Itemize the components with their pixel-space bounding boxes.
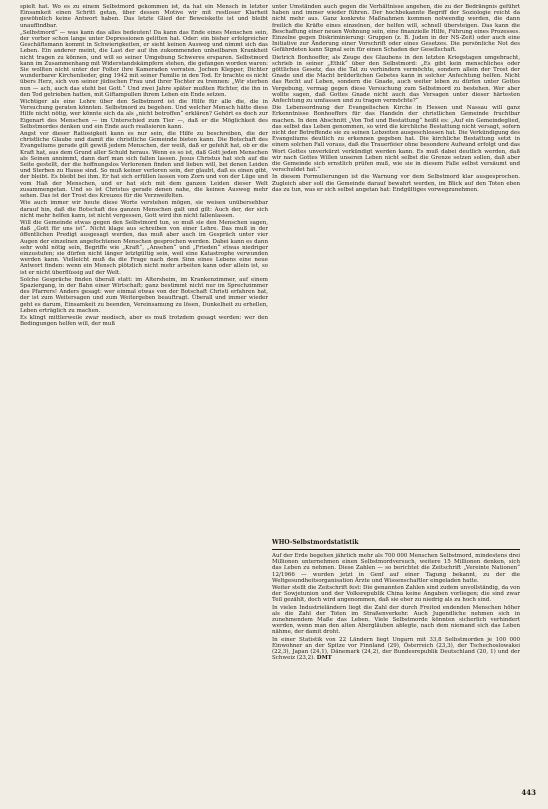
- paragraph: spielt hat. Wo es zu einem Selbstmord gekommen ist, da hat ein Mensch in letzter Einsamkeit einen Schritt getan, über dessen Motive wir mit restloser Klarheit gewöhnlich keine Antwort haben. Das letzte Glied der Beweiskette ist und bleibt unauffindbar.: [20, 4, 268, 29]
- section-divider: [272, 549, 520, 550]
- section-title: WHO-Selbstmordstatistik: [272, 539, 359, 546]
- right-column: [272, 4, 520, 193]
- paragraph: „Selbstmord“ — was kann das alles bedeuten! Da kann das Ende eines Menschen sein, der vorher schon lange unter Depressionen gelitten hat. Oder: ein bisher erfolgreicher Geschäftsmann kommt in Schwierigkeiten, er sieht keinen Ausweg und nimmt sich das Leben. Ein anderer meint, die Last der auf ihn zukommenden unheilbaren Krankheit nicht tragen zu können, und will so seiner Umgebung Schweres ersparen. Selbstmord kann im Zusammenhang mit Widerstandskämpfern stehen, die gefangen worden waren: Sie wollten nicht unter der Folter ihre Kameraden verraten. Jochen Klepper, Dichter wunderbarer Kirchenlieder, ging 1942 mit seiner Familie in den Tod. Er brachte es nicht übers Herz, sich von seiner jüdischen Frau und ihrer Tochter zu trennen: „Wir sterben nun — ach, auch das steht bei Gott.“ Und zwei Jahre später mußten Richter, die ihn in den Tod getrieben hatten, mit Giftampullen ihrem Leben ein Ende setzen.: [20, 29, 268, 98]
- paragraph: Angst vor dieser Ratlosigkeit kann es nur sein, die Hilfe zu beschreiben, die der christliche Glaube und damit die christliche Gemeinde bieten kann. Die Botschaft des Evangeliums gerade gilt gewiß jedem Menschen, der weiß, daß er gefehlt hat, ob er die Kraft hat, aus dem Grund aller Schuld heraus. Wenn es so ist, daß Gott jeden Menschen als Seinen annimmt, dann darf man sich fallen lassen. Jesus Christus hat sich auf die Seite gestellt, der die hoffnungslos Verlorenen finden und lieben will, bei denen Leiden und Sterben zu Hause sind. So muß keiner verloren sein, der glaubt, daß es einen gibt, der bleibt. Es bleibt bei ihm. Er hat sich erfüllen lassen vom Zorn und von der Lüge und vom Haß der Menschen, und er hat sich mit dem ganzen Leiden dieser Welt zusammengetan. Und so ist Christus gerade denen nahe, die keinen Ausweg mehr sehen. Das ist der Trost des Kreuzes für die Verzweifelten.: [20, 131, 268, 200]
- paragraph: Die Lebensordnung der Evangelischen Kirche in Hessen und Nassau will ganz Erkenntnisse Bonhoeffers für das Handeln der christlichen Gemeinde fruchtbar machen. In dem Abschnitt „Von Tod und Bestattung“ heißt es: „Auf ein Gemeindeglied, das selbst das Leben genommen, so wird die kirchliche Bestattung nicht versagt, sofern nicht der Betreffende sie zu seinen Lebzeiten ausgeschlossen hat. Die Verkündigung des Evangeliums deutlich zu erkennen gegeben hat. Die kirchliche Bestattung setzt in einem solchen Fall voraus, daß die Trauerfeier ohne besondere Aufwand erfolgt und das Wort Gottes unverkürzt verkündigt werden kann. Es muß dabei deutlich werden, daß wir nach Gottes Willen unseren Leben nicht selbst die Grenze setzen sollen, daß aber die Gemeinde sich ernstlich prüfen muß, wie sie in diesem Falle selbst versäumt und verschuldet hat.“: [272, 105, 520, 174]
- paragraph: Wie auch immer wir heute diese Worte verstehen mögen, sie weisen unübersehbar darauf hin, daß die Botschaft des ganzen Menschen galt und gilt: Auch der, der sich nicht mehr helfen kann, ist nicht vergessen, Gott wird ihn nicht fallenlassen.: [20, 200, 268, 219]
- paragraph: In vielen Industrieländern liegt die Zahl der durch Freitod endenden Menschen höher als die Zahl der Toten im Straßenverkehr. Auch Jugendliche nehmen sich in zunehmendem Maße das Leben. Viele Selbstmorde könnten sicherlich verhindert werden, wenn man den alten Abergläuben ablegte, nach dem niemand sich das Leben nähme, der damit droht.: [272, 604, 520, 636]
- paragraph: Auf der Erde begehen jährlich mehr als 700 000 Menschen Selbstmord, mindestens drei Millionen unternehmen einen Selbstmordversuch, weitere 15 Millionen denken, sich das Leben zu nehmen. Diese Zahlen — so berichtet die Zeitschrift „Vereinte Nationen“ 12/1966 — wurden jetzt in Genf auf einer Tagung bekannt, zu der die Weltgesundheitsorganisation Ärzte und Wissenschaftler eingeladen hatte.: [272, 553, 520, 584]
- paragraph: Solche Gespräche finden überall statt: im Altersheim, im Krankenzimmer, auf einem Spaziergang, in der Bahn einer Wirtschaft; ganz bestimmt nicht nur im Sprechzimmer des Pfarrers! Anders gesagt: wer einmal etwas von der Botschaft Christi erfahren hat, der ist zum Weitersagen und zum Weitergeben beauftragt. Überall und immer wieder geht es darum, Einsamkeit zu beenden, Vereinsamung zu lösen, Dunkelheit zu erhellen, Leben erträglich zu machen.: [20, 276, 268, 314]
- paragraph: In diesem Formulierungen ist die Warnung vor dem Selbstmord klar ausgesprochen. Zugleich aber soll die Gemeinde darauf bewahrt werden, im Blick auf den Toten eben das zu tun, was er sich selbst angetan hat: Endgültiges vorwegzunehmen.: [272, 174, 520, 193]
- signature: DMT: [316, 655, 332, 662]
- paragraph: [272, 637, 520, 662]
- paragraph: Es klingt mittlerweile zwar modisch, aber es muß trotzdem gesagt werden: wer den Bedingungen helfen will, der muß: [20, 314, 268, 328]
- paragraph: unter Umständen auch gegen die Verhältnisse angehen, die zu der Bedrängnis geführt haben und immer wieder führen. Der hochbekannte Begriff der Soziologie reicht da nicht mehr aus. Ganz konkrete Maßnahmen kommen notwendig werden, die dann freilich die Kräfte eines einzelnen, der helfen will, schnell übersteigen. Das kann die Beschaffung einer neuen Wohnung sein, eine finanzielle Hilfe, Führung eines Prozesses. Einzelne gegen Diskriminierung: Gruppen (z. B. Juden in der NS-Zeit) oder auch eine Initiative zur Änderung einer Vorschrift oder eines Gesetzes. Die persönliche Not des Gefährdeten kann Signal sein für einen Schaden der Gesellschaft.: [272, 4, 520, 54]
- left-column: [20, 4, 268, 327]
- page-number: 443: [521, 788, 536, 797]
- paragraph: Wichtiger als eine Lehre über den Selbstmord ist die Hilfe für alle die, die in Versuchung geraten könnten. Selbstmord zu begehen. Und welcher Mensch hätte diese Hilfe nicht nötig, wer könnte sich da als „nicht betroffen“ erklären? Gehört es doch zur Eigenart des Menschen — im Unterschied zum Tier —, daß er die Möglichkeit des Selbstmordes denken und ein Ende auch realisieren kann.: [20, 99, 268, 130]
- paragraph: Will die Gemeinde etwas gegen den Selbstmord tun, so muß sie den Menschen sagen, daß „Gott für uns ist“. Nicht klage aus schreiben von einer Lehre. Das muß in der öffentlichen Predigt ausgesagt werden, das muß aber auch im Gespräch unter vier Augen der einzelnen angefochtenen Menschen gesprochen werden. Dabei kann es dann sehr wohl nötig sein, Begriffe wie „Kraft“, „Ansehen“ und „Frieden“ etwas niedriger einzustufen; sie dürfen nicht länger letztgültig sein, weil eine Katastrophe verwunden werden kann. Vielleicht muß da die Frage nach dem Sinn eines Lebens eine neue Antwort finden: wenn ein Mensch plötzlich nicht mehr arbeiten kann oder allein ist, so ist er nicht überflüssig auf der Welt.: [20, 219, 268, 276]
- paragraph: Dietrich Bonhoeffer, als Zeuge des Glaubens in den letzten Kriegstagen umgebracht, schrieb in seiner „Ethik“ über den Selbstmord: „Es gibt kein menschliches oder göttliches Gesetz, das die Tat zu verhindern vermöchte, sondern allein der Trost der Gnade und die Macht brüderlichen Gebetes kann in solcher Anfechtung helfen. Nicht das Recht auf Leben, sondern die Gnade, auch weiter leben zu dürfen unter Gottes Vergebung, vermag gegen diese Versuchung zum Selbstmord zu bestehen. Wer aber wollte sagen, daß Gottes Gnade nicht auch das Versagen unter dieser härtesten Anfechtung zu umfassen und zu tragen vermöchte?“: [272, 54, 520, 105]
- paragraph-text: In einer Statistik von 22 Ländern liegt Ungarn mit 33,8 Selbstmorden je 100 000 Einwohner an der Spitze vor Finnland (29), Österreich (23,3), der Tschechoslowakei (22,3), Japan (24,1), Dänemark (24,2), der Bundesrepublik Deutschland (20, 1) und der Schweiz (23,2).: [272, 636, 520, 662]
- statistics-section: [272, 553, 520, 661]
- paragraph: Weiter stellt die Zeitschrift fest: Die genannten Zahlen sind zudem unvollständig, da von der Sowjetunion und der Volksrepublik China keine Angaben vorliegen; die sind zwar Teil gezählt, doch wird angenommen, daß sie eher zu niedrig als zu hoch sind.: [272, 585, 520, 604]
